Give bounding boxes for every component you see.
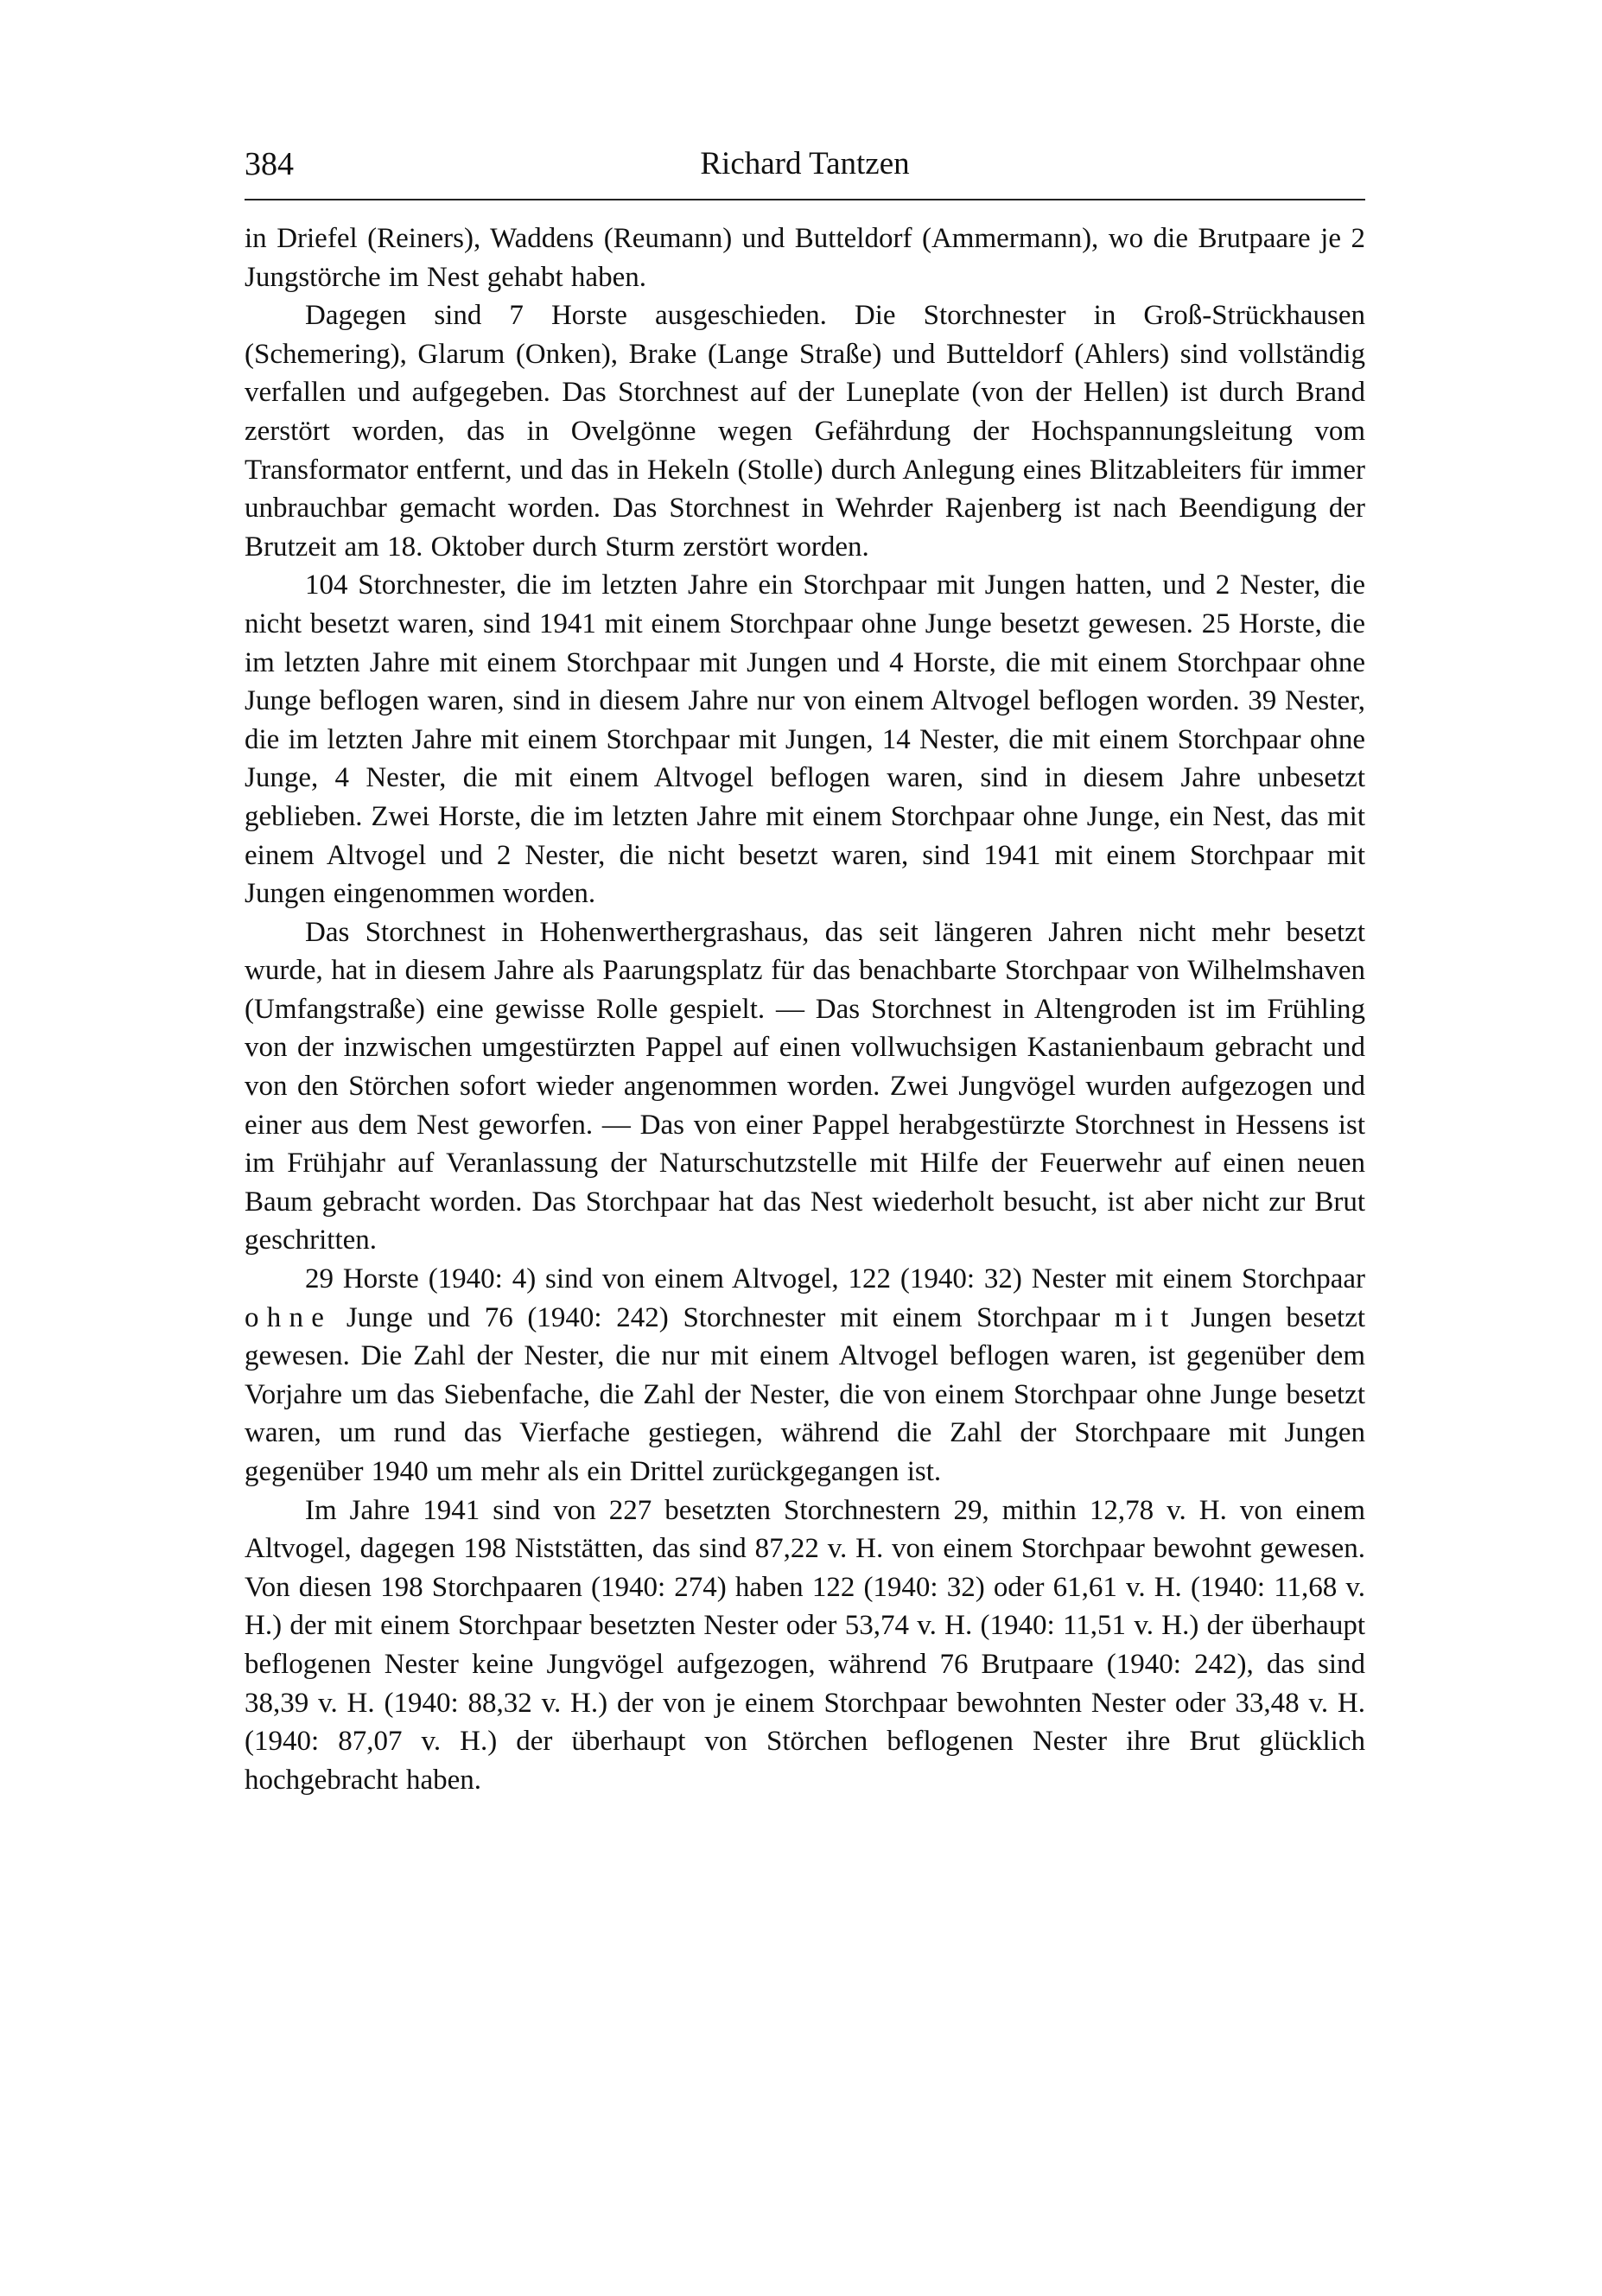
paragraph-4: Das Storchnest in Hohenwerthergrashaus, das seit längeren Jahren nicht mehr besetzt wurde, hat in diesem Jahre als Paarungsplatz für das benachbarte Storchpaar von Wilhelmshaven (Umfangstraße) eine gewisse Rolle gespielt. — Das Storchnest in Altengroden ist im Frühling von der inzwischen umgestürzten Pappel auf einen vollwuchsigen Kastanienbaum gebracht und von den Störchen sofort wieder angenommen worden. Zwei Jungvögel wurden aufgezogen und einer aus dem Nest geworfen. — Das von einer Pappel herabgestürzte Storchnest in Hessens ist im Frühjahr auf Veranlassung der Naturschutzstelle mit Hilfe der Feuerwehr auf einen neuen Baum gebracht worden. Das Storchpaar hat das Nest wiederholt besucht, ist aber nicht zur Brut geschritten. xyxy=(245,916,1365,1256)
header-rule xyxy=(245,199,1365,200)
page-number: 384 xyxy=(245,146,294,182)
running-title: Richard Tantzen xyxy=(700,146,910,181)
spaced-emphasis-ohne: ohne xyxy=(245,1301,333,1333)
spaced-emphasis-mit: mit xyxy=(1114,1301,1177,1333)
paragraph-5-text-c: Jungen besetzt gewesen. Die Zahl der Nester, die nur mit einem Altvogel beflogen waren, ist gegenüber dem Vorjahre um das Siebenfache, die Zahl der Nester, die von einem Storchpaar ohne Junge besetzt waren, um rund das Vierfache gestiegen, während die Zahl der Storchpaare mit Jungen gegenüber 1940 um mehr als ein Drittel zurückgegangen ist. xyxy=(245,1301,1366,1487)
body-text xyxy=(245,219,1365,1799)
paragraph-5-text-a: 29 Horste (1940: 4) sind von einem Altvogel, 122 (1940: 32) Nester mit einem Storchpaar xyxy=(305,1263,1365,1295)
paragraph-1-continued: in Driefel (Reiners), Waddens (Reumann) und Butteldorf (Ammermann), wo die Brutpaare je 2 Jungstörche im Nest gehabt haben. xyxy=(245,223,1365,293)
paragraph-5 xyxy=(245,1260,1365,1491)
book-page xyxy=(245,138,1365,1799)
running-head xyxy=(245,138,1365,190)
paragraph-5-text-b: Junge und 76 (1940: 242) Storchnester mit einem Storchpaar xyxy=(346,1301,1101,1333)
paragraph-2: Dagegen sind 7 Horste ausgeschieden. Die Storchnester in Groß-Strückhausen (Schemering), Glarum (Onken), Brake (Lange Straße) und Butteldorf (Ahlers) sind vollständig verfallen und aufgegeben. Das Storchnest auf der Luneplate (von der Hellen) ist durch Brand zerstört worden, das in Ovelgönne wegen Gefährdung der Hochspannungsleitung vom Transformator entfernt, und das in Hekeln (Stolle) durch Anlegung eines Blitzableiters für immer unbrauchbar gemacht worden. Das Storchnest in Wehrder Rajenberg ist nach Beendigung der Brutzeit am 18. Oktober durch Sturm zerstört worden. xyxy=(245,300,1365,563)
paragraph-6: Im Jahre 1941 sind von 227 besetzten Storchnestern 29, mithin 12,78 v. H. von einem Altvogel, dagegen 198 Niststätten, das sind 87,22 v. H. von einem Storchpaar bewohnt gewesen. Von diesen 198 Storchpaaren (1940: 274) haben 122 (1940: 32) oder 61,61 v. H. (1940: 11,68 v. H.) der mit einem Storchpaar besetzten Nester oder 53,74 v. H. (1940: 11,51 v. H.) der überhaupt beflogenen Nester keine Jungvögel aufgezogen, während 76 Brutpaare (1940: 242), das sind 38,39 v. H. (1940: 88,32 v. H.) der von je einem Storchpaar bewohnten Nester oder 33,48 v. H. (1940: 87,07 v. H.) der überhaupt von Störchen beflogenen Nester ihre Brut glücklich hochgebracht haben. xyxy=(245,1494,1365,1796)
paragraph-3: 104 Storchnester, die im letzten Jahre ein Storchpaar mit Jungen hatten, und 2 Nester, die nicht besetzt waren, sind 1941 mit einem Storchpaar ohne Junge besetzt gewesen. 25 Horste, die im letzten Jahre mit einem Storchpaar mit Jungen und 4 Horste, die mit einem Storchpaar ohne Junge beflogen waren, sind in diesem Jahre nur von einem Altvogel beflogen worden. 39 Nester, die im letzten Jahre mit einem Storchpaar mit Jungen, 14 Nester, die mit einem Storchpaar ohne Junge, 4 Nester, die mit einem Altvogel beflogen waren, sind in diesem Jahre unbesetzt geblieben. Zwei Horste, die im letzten Jahre mit einem Storchpaar ohne Junge, ein Nest, das mit einem Altvogel und 2 Nester, die nicht besetzt waren, sind 1941 mit einem Storchpaar mit Jungen eingenommen worden. xyxy=(245,569,1365,910)
